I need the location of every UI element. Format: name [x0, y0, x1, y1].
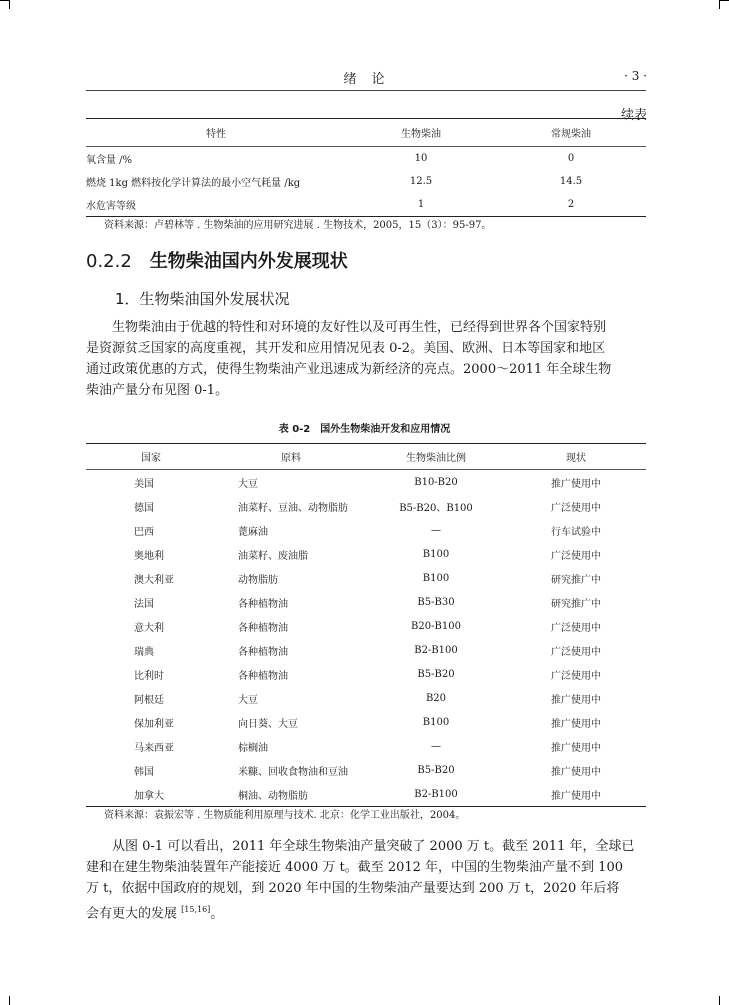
column-header: 常规柴油: [496, 119, 646, 147]
blend-ratio-cell: B5-B30: [417, 596, 455, 608]
crop-mark-bottom-right: [719, 996, 720, 1005]
table-row: [86, 470, 646, 495]
feedstock-cell: 大豆: [238, 478, 258, 490]
table-row: [86, 638, 646, 662]
biodiesel-cell: 12.5: [409, 176, 433, 187]
feedstock-cell: 各种植物油: [238, 598, 288, 610]
blend-ratio-cell: B100: [422, 572, 450, 584]
blend-ratio-cell: B10-B20: [414, 476, 458, 488]
citation-reference[interactable]: [15,16]: [181, 905, 211, 914]
continued-label: 续表: [620, 108, 647, 123]
table-row: [86, 147, 646, 171]
column-header: 国家: [86, 444, 216, 470]
text-fragment: 。: [210, 906, 224, 922]
crop-mark-top-right-v: [719, 0, 720, 9]
country-cell: 美国: [134, 478, 154, 490]
country-cell: 阿根廷: [134, 694, 164, 706]
country-cell: 法国: [134, 598, 154, 610]
feedstock-cell: 动物脂肪: [238, 574, 278, 586]
biodiesel-countries-table: [86, 443, 646, 807]
diesel-cell: 2: [496, 193, 646, 217]
section-number: 0.2.2: [86, 251, 132, 272]
status-cell: 推广使用中: [506, 782, 646, 807]
text-line: 生物柴油由于优越的特性和对环境的友好性以及可再生性，已经得到世界各个国家特别: [112, 320, 607, 335]
running-header-title: 绪 论: [343, 72, 386, 87]
country-cell: 奥地利: [134, 550, 164, 562]
blend-ratio-cell: —: [431, 524, 441, 536]
text-line: 从图 0-1 可以看出，2011 年全球生物柴油产量突破了 2000 万 t。截至 2011 年，全球已: [112, 839, 635, 854]
table-row: [86, 782, 646, 807]
column-header: 生物柴油比例: [366, 444, 506, 470]
table-row: [86, 686, 646, 710]
diesel-cell: 0: [567, 153, 575, 164]
biodiesel-cell: 1: [346, 193, 496, 217]
section-title: 生物柴油国内外发展现状: [149, 251, 348, 272]
blend-ratio-cell: B5-B20: [417, 668, 455, 680]
table-row: [86, 590, 646, 614]
status-cell: 广泛使用中: [551, 502, 601, 514]
blend-ratio-cell: —: [431, 740, 441, 752]
text-line: 通过政策优惠的方式，使得生物柴油产业迅速成为新经济的亮点。2000～2011 年全球生物: [86, 362, 612, 377]
blend-ratio-cell: B5-B20、B100: [399, 502, 473, 514]
blend-ratio-cell: B5-B20: [417, 764, 455, 776]
blend-ratio-cell: B20-B100: [411, 620, 461, 632]
country-cell: 澳大利亚: [134, 574, 174, 586]
feedstock-cell: 蓖麻油: [238, 526, 268, 538]
status-cell: 推广使用中: [551, 718, 601, 730]
table-header-row: [86, 119, 646, 147]
feedstock-cell: 向日葵、大豆: [238, 718, 298, 730]
text-line: 万 t，依据中国政府的规划，到 2020 年中国的生物柴油产量要达到 200 万 t，2020 年后将: [86, 881, 620, 896]
feedstock-cell: 桐油、动物脂肪: [216, 782, 366, 807]
table-row: [86, 710, 646, 734]
status-cell: 行车试验中: [551, 526, 601, 538]
blend-ratio-cell: B2-B100: [414, 644, 458, 656]
status-cell: 广泛使用中: [551, 622, 601, 634]
status-cell: 研究推广中: [551, 574, 601, 586]
feedstock-cell: 各种植物油: [238, 646, 288, 658]
country-cell: 巴西: [134, 526, 154, 538]
status-cell: 广泛使用中: [551, 670, 601, 682]
table-row: [86, 662, 646, 686]
table-caption: [0, 420, 729, 435]
subsection-heading: 1．生物柴油国外发展状况: [115, 290, 290, 308]
blend-ratio-cell: B100: [422, 716, 450, 728]
status-cell: 广泛使用中: [551, 550, 601, 562]
country-cell: 瑞典: [134, 646, 154, 658]
section-heading: [86, 247, 348, 273]
blend-ratio-cell: B2-B100: [366, 782, 506, 807]
table-row: [86, 518, 646, 542]
column-header: 特性: [86, 119, 346, 147]
country-cell: 韩国: [134, 766, 154, 778]
crop-mark-bottom-left: [9, 996, 10, 1005]
text-line: [86, 899, 646, 924]
country-cell: 德国: [134, 502, 154, 514]
table-row: [86, 170, 646, 193]
country-cell: 比利时: [134, 670, 164, 682]
body-paragraph-1: [86, 317, 646, 401]
text-line: 是资源贫乏国家的高度重视，其开发和应用情况见表 0-2。美国、欧洲、日本等国家和地区: [86, 341, 606, 356]
country-cell: 意大利: [134, 622, 164, 634]
text-fragment: 会有更大的发展: [86, 906, 178, 922]
page-number: · 3 ·: [624, 69, 647, 83]
table2-source-note: 资料来源：袁振宏等 . 生物质能利用原理与技术. 北京：化学工业出版社，2004。: [104, 810, 466, 821]
status-cell: 推广使用中: [551, 742, 601, 754]
feedstock-cell: 油菜籽、废油脂: [238, 550, 308, 562]
feedstock-cell: 棕榈油: [238, 742, 268, 754]
crop-mark-top-right: [720, 0, 729, 1]
header-rule: [86, 90, 646, 91]
table-row: [86, 758, 646, 782]
diesel-cell: 14.5: [559, 176, 583, 187]
text-line: 建和在建生物柴油装置年产能接近 4000 万 t。截至 2012 年，中国的生物柴油产量不到 100: [86, 860, 623, 875]
feedstock-cell: 各种植物油: [238, 622, 288, 634]
column-header: 原料: [216, 444, 366, 470]
country-cell: 马来西亚: [134, 742, 174, 754]
property-cell: 燃烧 1kg 燃料按化学计算法的最小空气耗量 /kg: [86, 178, 301, 189]
country-cell: 保加利亚: [134, 718, 174, 730]
feedstock-cell: 米糠、回收食物油和豆油: [238, 766, 348, 778]
table-row: [86, 566, 646, 590]
table-header-row: [86, 444, 646, 470]
status-cell: 推广使用中: [551, 478, 601, 490]
status-cell: 广泛使用中: [551, 646, 601, 658]
country-cell: 加拿大: [86, 782, 216, 807]
table-caption-number: 表 0-2: [278, 424, 311, 435]
status-cell: 推广使用中: [551, 766, 601, 778]
table-row: [86, 734, 646, 758]
table1-source-note: 资料来源：卢碧林等 . 生物柴油的应用研究进展 . 生物技术，2005，15（3）：95-97。: [104, 220, 492, 231]
blend-ratio-cell: B100: [422, 548, 450, 560]
table-row: [86, 614, 646, 638]
property-cell: 水危害等级: [86, 193, 346, 217]
crop-mark-top-left: [0, 0, 9, 1]
feedstock-cell: 大豆: [238, 694, 258, 706]
table-row: [86, 193, 646, 217]
crop-mark-top-left-v: [9, 0, 10, 9]
feedstock-cell: 各种植物油: [238, 670, 288, 682]
column-header: 生物柴油: [346, 119, 496, 147]
column-header: 现状: [506, 444, 646, 470]
property-cell: 氧含量 /%: [86, 155, 133, 166]
blend-ratio-cell: B20: [425, 692, 447, 704]
status-cell: 推广使用中: [551, 694, 601, 706]
body-paragraph-2: [86, 836, 646, 924]
status-cell: 研究推广中: [551, 598, 601, 610]
table-row: [86, 542, 646, 566]
properties-table: [86, 118, 646, 217]
text-line: 柴油产量分布见图 0-1。: [86, 383, 229, 398]
feedstock-cell: 油菜籽、豆油、动物脂肪: [238, 502, 348, 514]
biodiesel-cell: 10: [414, 153, 428, 164]
table-row: [86, 494, 646, 518]
table-caption-title: 国外生物柴油开发和应用情况: [320, 424, 451, 435]
